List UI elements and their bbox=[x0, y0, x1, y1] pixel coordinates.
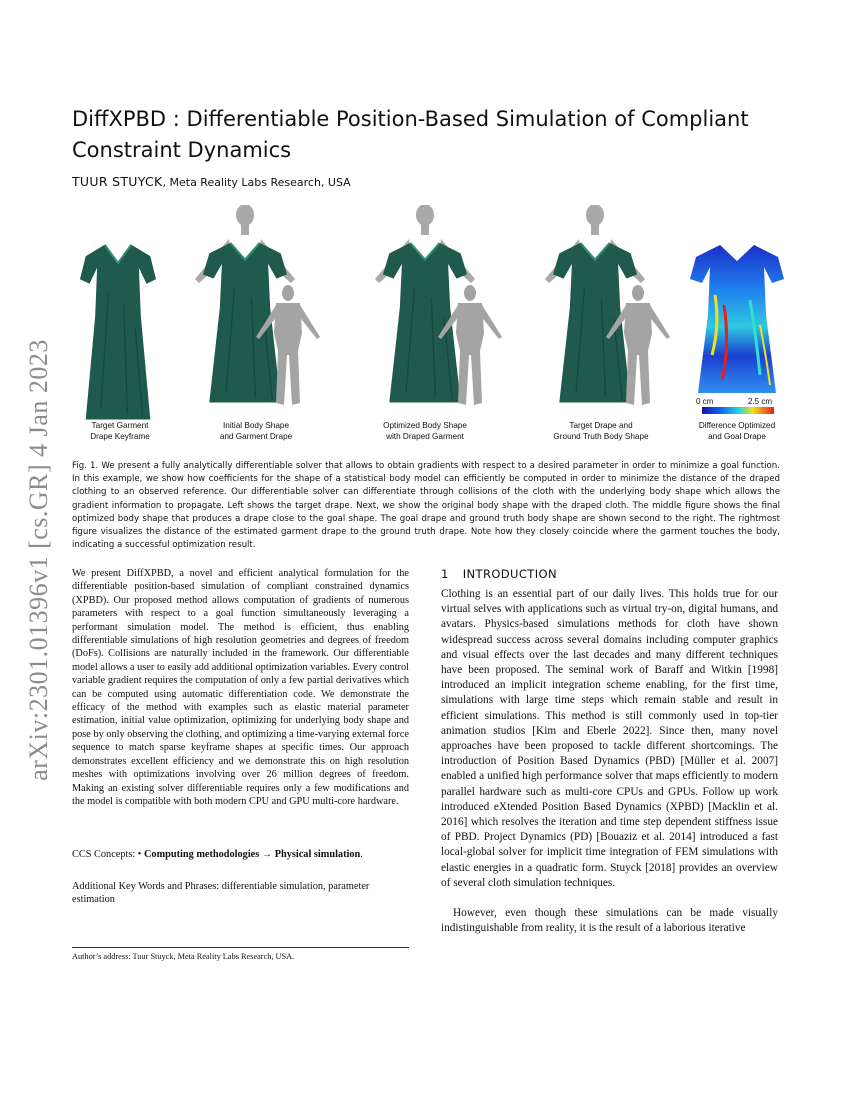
panel-label-optimized-body: Optimized Body Shape with Draped Garment bbox=[383, 421, 467, 441]
ccs-prefix: CCS Concepts: • bbox=[72, 849, 144, 860]
panel-initial-body bbox=[195, 205, 320, 405]
section-number: 1 bbox=[441, 567, 449, 581]
figure-caption: Fig. 1. We present a fully analytically differentiable solver that allows to obtain gradients with respect to a desired parameter in order to minimize a goal function. In this example, we show how coefficients for the shape of a statistical body model can efficiently be computed in order to minimize the distance of the draped clothing to an observed reference. Our differentiable solver can differentiate through collisions of the cloth with the underlying body shape which allows the gradient information to propagate. Left shows the target drape. Next, we show the original body shape with the draped cloth. The middle figure shows the final optimized body shape that produces a drape close to the goal shape. The goal drape and ground truth body shape are shown second to the right. The rightmost figure visualizes the distance of the estimated garment drape to the ground truth drape. Note how they closely coincide where the garment touches the body, indicating a successful optimization result. bbox=[72, 461, 780, 551]
panel-difference-heatmap bbox=[690, 245, 784, 393]
panel-label-difference: Difference Optimized and Goal Drape bbox=[698, 421, 776, 441]
panel-optimized-body bbox=[375, 205, 502, 405]
introduction-paragraph-1: Clothing is an essential part of our daily lives. This holds true for our virtual selves with applications such as virtual try-on, digital humans, and avatars. Physics-based simulations methods for cloth have shown widespread success across several domains including computer graphics and visual effects over the last decades and many different techniques have been proposed. The seminal work of Baraff and Witkin [1998] introduced an implicit integration scheme enabling, for the first time, simulations with large time steps which remain stable and result in efficient simulations. This method is still commonly used in top-tier animation studios [Kim and Eberle 2022]. Since then, many novel approaches have been proposed to tackle different shortcomings. The introduction of Position Based Dynamics (PBD) [Müller et al. 2007] enabled a unified high performance solver that maps efficiently to modern parallel hardware such as multi-core CPUs and GPUs. Follow up work introduced eXtended Position Based Dynamics (XPBD) [Macklin et al. 2016] which resolves the iteration and time step dependent stiffness issue of PBD. Project Dynamics (PD) [Bouaziz et al. 2014] introduced a fast local-global solver for implicit time integration of FEM simulations with elastic energies in a quadratic form. Stuyck [2018] provides an overview of several cloth simulation techniques. bbox=[441, 588, 778, 889]
teaser-figure bbox=[60, 205, 790, 450]
panel-label-target-drape: Target Drape and Ground Truth Body Shape bbox=[553, 421, 649, 441]
scale-min-label: 0 cm bbox=[696, 397, 714, 406]
panel-target-drape bbox=[545, 205, 670, 405]
panel-target-garment bbox=[80, 245, 156, 420]
scale-max-label: 2.5 cm bbox=[748, 397, 773, 406]
color-scale-bar bbox=[702, 407, 774, 414]
arxiv-id-text: arXiv:2301.01396v1 [cs.GR] 4 Jan 2023 bbox=[24, 339, 53, 781]
paper-title: DiffXPBD : Differentiable Position-Based Simulation of Compliant Constraint Dynamics bbox=[72, 107, 749, 162]
ccs-suffix: . bbox=[360, 849, 363, 860]
ccs-concepts bbox=[72, 848, 409, 861]
section-heading-introduction bbox=[441, 567, 557, 581]
keywords: Additional Key Words and Phrases: differentiable simulation, parameter estimation bbox=[72, 881, 370, 906]
introduction-paragraph-2: However, even though these simulations can be made visually indistinguishable from reality, it is the result of a laborious iterative bbox=[441, 907, 778, 935]
abstract: We present DiffXPBD, a novel and efficient analytical formulation for the differentiable position-based simulation of compliant constrained dynamics (XPBD). Our proposed method allows computation of gradients of numerous parameters with respect to a goal function simultaneously leveraging a performant simulation model. The method is efficient, thus enabling differentiable simulations of high resolution geometries and degrees of freedom (DoFs). Collisions are naturally included in the framework. Our differentiable model allows a user to easily add additional optimization variables. Every control variable gradient requires the computation of only a few partial derivatives which can be computed using automatic differentiation code. We demonstrate the efficacy of the method with examples such as elastic material parameter estimation, initial value optimization, optimizing for underlying body shape and pose by only observing the clothing, and optimizing a time-varying external force sequence to match sparse keyframe shapes at specific times. Our approach demonstrates excellent efficiency and we demonstrate this on high resolution meshes with optimizations involving over 26 million degrees of freedom. Making an existing solver differentiable requires only a few modifications and the model is compatible with both modern CPU and GPU multi-core hardware. bbox=[72, 568, 409, 807]
footnote-divider bbox=[72, 947, 409, 948]
author-affiliation: , Meta Reality Labs Research, USA bbox=[162, 176, 351, 189]
arxiv-identifier bbox=[14, 300, 64, 820]
author-line bbox=[72, 174, 351, 189]
panel-label-initial-body: Initial Body Shape and Garment Drape bbox=[219, 421, 293, 441]
ccs-concept-list: Computing methodologies → Physical simulation bbox=[143, 849, 361, 860]
author-name: TUUR STUYCK bbox=[72, 174, 163, 189]
author-address-footnote: Author’s address: Tuur Stuyck, Meta Reality Labs Research, USA. bbox=[72, 952, 295, 961]
panel-label-target-garment: Target Garment Drape Keyframe bbox=[90, 421, 150, 441]
section-title: INTRODUCTION bbox=[462, 567, 557, 581]
